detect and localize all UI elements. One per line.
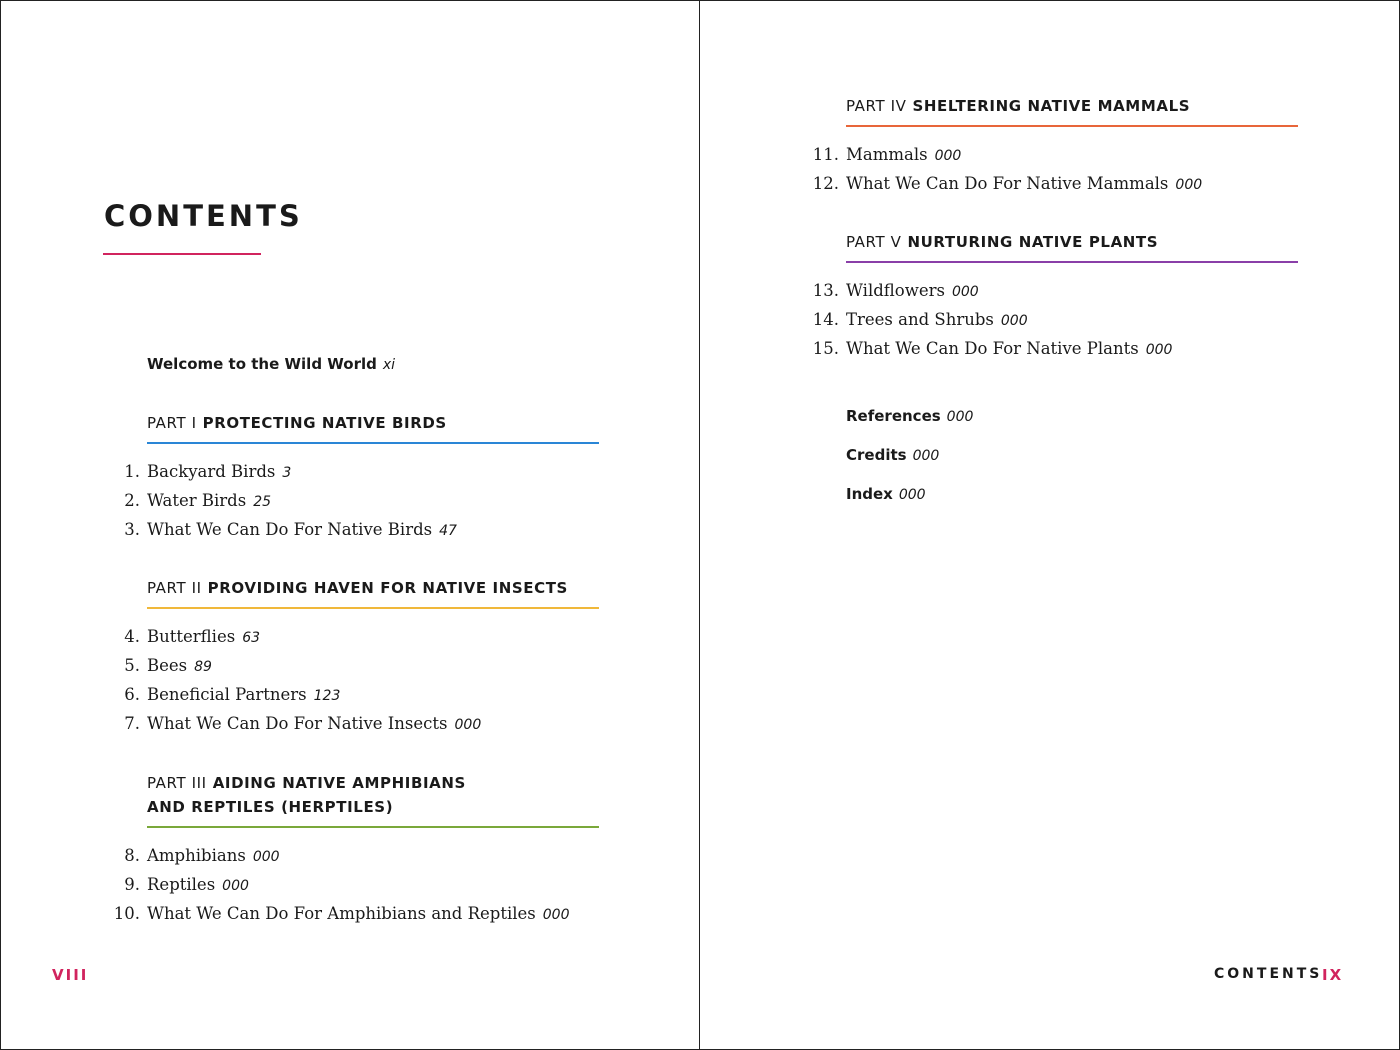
part-label: PART III [147, 774, 207, 792]
chapter-number: 2. [124, 491, 140, 510]
backmatter-page: 000 [898, 487, 926, 503]
chapter-page: 000 [222, 878, 249, 894]
chapter-entry[interactable] [124, 519, 457, 542]
part-5-rule [846, 261, 1298, 263]
chapter-page: 000 [1000, 313, 1028, 329]
chapter-entry[interactable] [124, 684, 341, 707]
part-label: PART I [147, 414, 197, 432]
chapter-page: 63 [242, 630, 261, 646]
backmatter-references[interactable] [846, 407, 973, 425]
chapter-number: 1. [124, 462, 140, 481]
part-5-heading [846, 230, 1158, 254]
welcome-entry[interactable] [147, 355, 395, 373]
chapter-page: 000 [542, 907, 570, 923]
part-title: NURTURING NATIVE PLANTS [907, 233, 1159, 251]
chapter-page: 25 [253, 494, 272, 510]
chapter-number: 4. [124, 627, 140, 646]
part-1-rule [147, 442, 599, 444]
chapter-number: 13. [812, 281, 839, 300]
chapter-page: 47 [439, 523, 457, 539]
welcome-title: Welcome to the Wild World [147, 355, 377, 373]
chapter-entry[interactable] [124, 874, 249, 897]
part-1-heading [147, 411, 447, 435]
chapter-page: 3 [282, 465, 292, 481]
part-title: SHELTERING NATIVE MAMMALS [912, 97, 1191, 115]
chapter-page: 000 [951, 284, 979, 300]
chapter-title: Reptiles [147, 875, 216, 894]
part-2-rule [147, 607, 599, 609]
chapter-entry[interactable] [812, 144, 962, 167]
chapter-entry[interactable] [124, 713, 482, 736]
chapter-entry[interactable] [812, 280, 979, 303]
backmatter-title: Credits [846, 446, 907, 464]
chapter-title: Amphibians [147, 846, 246, 865]
chapter-title: Butterflies [147, 627, 236, 646]
chapter-title: Beneficial Partners [147, 685, 307, 704]
backmatter-page: 000 [912, 448, 940, 464]
part-3-rule [147, 826, 599, 828]
chapter-title: What We Can Do For Native Mammals [846, 174, 1169, 193]
chapter-title: Trees and Shrubs [846, 310, 994, 329]
chapter-number: 14. [812, 310, 839, 329]
chapter-entry[interactable] [113, 903, 570, 926]
chapter-title: What We Can Do For Native Birds [147, 520, 433, 539]
chapter-page: 123 [313, 688, 341, 704]
running-head: CONTENTS [1214, 966, 1323, 982]
part-title-line-2: AND REPTILES (HERPTILES) [147, 798, 394, 816]
chapter-page: 000 [1145, 342, 1173, 358]
part-4-rule [846, 125, 1298, 127]
chapter-title: Backyard Birds [147, 462, 276, 481]
contents-title: CONTENTS [104, 199, 303, 233]
chapter-number: 9. [124, 875, 140, 894]
chapter-title: Mammals [846, 145, 928, 164]
chapter-number: 3. [124, 520, 140, 539]
chapter-entry[interactable] [124, 490, 272, 513]
chapter-page: 89 [194, 659, 212, 675]
chapter-title: Water Birds [147, 491, 247, 510]
backmatter-title: References [846, 407, 941, 425]
part-title-line-1: AIDING NATIVE AMPHIBIANS [212, 774, 466, 792]
chapter-entry[interactable] [812, 338, 1173, 361]
backmatter-index[interactable] [846, 485, 926, 503]
chapter-number: 8. [124, 846, 140, 865]
chapter-entry[interactable] [124, 461, 292, 484]
chapter-title: What We Can Do For Native Insects [147, 714, 448, 733]
chapter-number: 7. [124, 714, 140, 733]
chapter-page: 000 [454, 717, 482, 733]
chapter-number: 15. [812, 339, 839, 358]
chapter-number: 10. [113, 904, 140, 923]
chapter-page: 000 [934, 148, 962, 164]
backmatter-credits[interactable] [846, 446, 939, 464]
chapter-title: What We Can Do For Amphibians and Reptiles [147, 904, 536, 923]
chapter-entry[interactable] [812, 309, 1028, 332]
chapter-number: 5. [124, 656, 140, 675]
chapter-entry[interactable] [124, 845, 280, 868]
chapter-entry[interactable] [124, 655, 212, 678]
welcome-page: xi [382, 357, 396, 373]
chapter-page: 000 [1175, 177, 1203, 193]
part-4-heading [846, 94, 1190, 118]
part-3-heading [147, 771, 466, 819]
backmatter-page: 000 [946, 409, 974, 425]
part-label: PART V [846, 233, 902, 251]
chapter-number: 6. [124, 685, 140, 704]
right-page [699, 0, 1400, 1050]
backmatter-title: Index [846, 485, 893, 503]
right-folio: IX [1322, 966, 1344, 984]
chapter-number: 11. [812, 145, 839, 164]
chapter-entry[interactable] [124, 626, 261, 649]
chapter-page: 000 [252, 849, 280, 865]
chapter-number: 12. [812, 174, 839, 193]
chapter-title: Bees [147, 656, 188, 675]
part-label: PART II [147, 579, 202, 597]
part-title: PROTECTING NATIVE BIRDS [202, 414, 447, 432]
chapter-title: Wildflowers [846, 281, 945, 300]
part-2-heading [147, 576, 568, 600]
part-title: PROVIDING HAVEN FOR NATIVE INSECTS [207, 579, 568, 597]
chapter-entry[interactable] [812, 173, 1203, 196]
part-label: PART IV [846, 97, 907, 115]
chapter-title: What We Can Do For Native Plants [846, 339, 1139, 358]
contents-title-rule [103, 253, 261, 255]
left-folio: VIII [52, 966, 89, 984]
